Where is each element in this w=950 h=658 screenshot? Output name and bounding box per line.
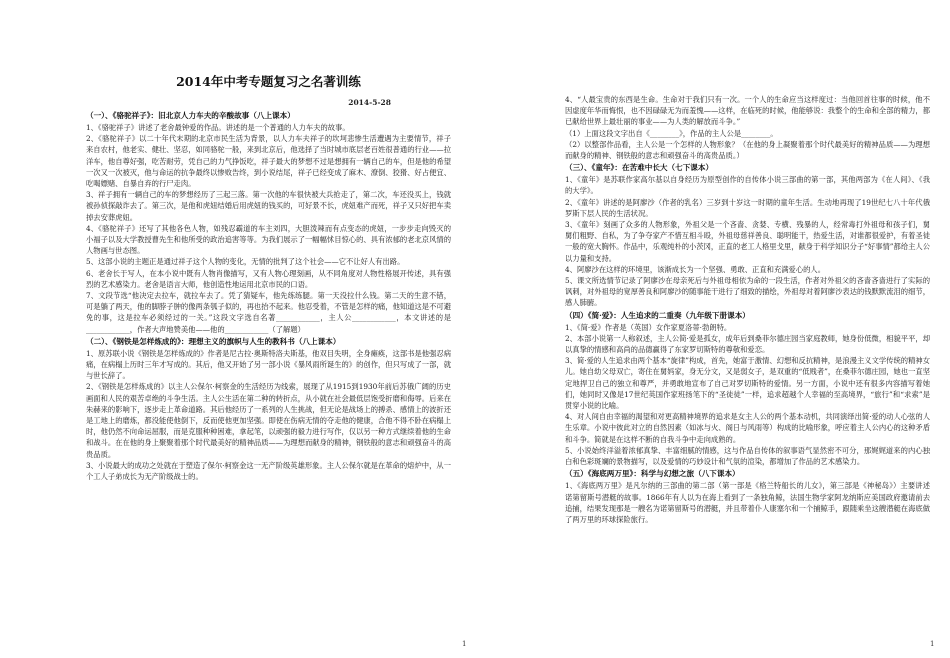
section-3-item-3: 3、《童年》刻画了众多的人物形象，外祖父是一个吝啬、贪婪、专横、残暴的人，经常毒打外祖母和孩子们，舅舅们粗野、自私，为了争夺家产不惜互相斗殴，外祖母慈祥善良、聪明能干，热爱生活，对谁都很爱护，有着圣徒一般的宽大胸怀。作品中，乐观纯朴的小茨冈，正直的老工人格里戈里，献身于科学知识分子“好事情”都给主人公以力量和支持。 xyxy=(565,220,931,263)
section-1-heading: （一）、《骆驼祥子》：旧北京人力车夫的辛酸故事（八上课本） xyxy=(86,111,295,120)
section-3-heading: （三）、《童年》：在苦难中长大（七下课本） xyxy=(565,163,714,173)
section-2-heading: （二）、《钢铁是怎样炼成的》：理想主义的旗帜与人生的教科书（八上课本） xyxy=(86,336,341,346)
section-5-item-1: 1、《海底两万里》是凡尔纳的三部曲的第二部（第一部是《格兰特船长的儿女》，第三部是《神秘岛》）主要讲述诺第留斯号潜艇的故事。1866年有人以为在海上看到了一条独角鲸，法国生物学家阿龙纳斯应美国政府邀请前去追捕，结果发现那是一艘名为诺第留斯号的潜艇，并且带着仆人康塞尔和一个捕鲸手，跟随乘坐这艘潜艇在海底做了两万里的环球探险旅行。 xyxy=(565,481,930,524)
section-1-item-7: 7、文段节选“他决定去拉车，就拉车去了。凭了猜疑车，他先练练腿。第一天没拉什么钱。第二天的生意不错，可是躺了两天，他的脚脖子肿的像两条瓠子似的，再也抬不起来。他忍受着，不管是怎样的痛，他知道这是不可避免的事，这是拉车必须经过的一关。”这段文字选自名著____________，主人公____________，本文讲述的是____________，作者大声地赞美他——他的____________（了解题） xyxy=(86,291,451,334)
question-1: （1）上面这段文字出自《________》，作品的主人公是________。 xyxy=(565,128,778,138)
document-title: 2014年中考专题复习之名著训练 xyxy=(176,74,361,89)
section-4-item-4: 4、对人间自由幸福的渴望和对更高精神境界的追求是女主人公的两个基本动机，共同演绎出简·爱的动人心弦的人生乐章。小说中彼此对立的自然因素（如冰与火、阁日与风雨等）构成的比喻形象，呼应着主人公内心的这种矛盾和斗争。简就是在这样不断的自我斗争中走向成熟的。 xyxy=(565,412,930,444)
section-2-item-2: 2、《钢铁是怎样炼成的》以主人公保尔·柯察金的生活经历为线索，展现了从1915到1930年前后苏俄广阔的历史画面和人民的艰苦卓绝的斗争生活。主人公生活在第二种的转折点，从小就在社会最低层饱受折磨和侮辱。后来在朱赫来的影响下，逐步走上革命道路。其后他经历了一系列的人生挑战，但无论是战场上的搏杀、感情上的波折还是工地上的磨炼，都没能使他倒下，反而使他更加坚强。即使在伤病无情的夺走他的健康，合他不得不卧在病榻上时，他仍然不向命运屈服，而是克服种种困难，拿起笔，以顽强的毅力进行写作，仅以另一种方式继续着他的生命和战斗。在在他的身上聚聚着那个时代最美好的精神品质——为理想而献身的精神，钢铁般的意志和顽强奋斗的高贵品质。 xyxy=(86,382,451,459)
section-1-item-4: 4、《骆驼祥子》还写了其他各色人物，如残忍霸道的车主刘四，大胆泼辣而有点变态的虎妞，一步步走向毁灭的小福子以及大学教授曹先生和他所受的政治追害等等。为我们展示了一幅幅怵目惊心的、具有浓郁的老北京风情的人物画与世态图。 xyxy=(86,223,451,256)
section-4-item-1: 1、《简·爱》作者是（英国）女作家夏洛蒂·勃朗特。 xyxy=(565,322,732,332)
section-4-item-3: 3、简·爱的人生追求由两个基本“旋律”构成，首先，她富于激情、幻想和反抗精神，是浪漫主义文学传统的精神女儿。她自幼父母双亡，寄住在舅妈家，身无分文，又是弱女子，是双重的“低贱者”，在桑菲尔德庄园，她也一直坚定地捍卫自己的独立和尊严，并勇敢地宣布了自己对罗切斯特的爱情。另一方面，小说中还有很多内容描写着她们，她同时又像是17世纪英国作家班扬笔下的“圣徒徒”一样，追求超越个人幸福的至高境界，“旅行”和“求索”是贯穿小说的比喻。 xyxy=(565,356,931,411)
document-date: 2014-5-28 xyxy=(348,98,391,107)
right-page-number: 1 xyxy=(930,640,935,648)
section-3-item-1: 1、《童年》是苏联作家高尔基以自身经历为原型创作的自传体小说三部曲的第一部，其他两部为《在人间》、《我的大学》。 xyxy=(565,175,930,196)
section-1-item-1: 1、《骆驼祥子》讲述了老舍最钟爱的作品。讲述的是一个普通的人力车夫的故事。 xyxy=(86,123,350,132)
section-3-item-4: 4、阿廖沙在这样的环境里，该渐成长为一个坚强、勇敢、正直和充满爱心的人。 xyxy=(565,264,826,274)
section-3-item-5: 5、课文所选情节记录了阿廖沙在母亲死后与外祖母相依为命的一段生活，作者对外祖父的吝啬吝啬进行了实际的讽刺，对外祖母的宽厚善良和阿廖沙的随事能干进行了细致的描绘，外祖母对着阿廖沙表达的钱默默流泪的细节，感人肺腑。 xyxy=(565,276,930,308)
section-2-item-3: 3、小说最大的成功之处就在于塑造了保尔·柯察金这一无产阶级英雄形象。主人公保尔就是在革命的熔炉中，从一个工人子弟成长为无产阶级战士的。 xyxy=(86,460,451,482)
section-1-item-6: 6、老舍长于写人，在本小说中既有人物肖像描写，又有人物心理刻画，从不同角度对人物性格展开传述，具有强烈的艺术感染力。老舍是语言大师，他创造性地运用北京市民的口语。 xyxy=(86,268,451,289)
right-column xyxy=(475,0,950,658)
section-4-item-5: 5、小说始终洋溢着浓郁真挚、丰富细腻的情感，这与作品自传体的叙事语气显然密不可分，那娓娓道来的内心独白和色彩斑斓的景物描写，以及爱情的巧妙设计和气氛的渲染，都增加了作品的艺术感染力。 xyxy=(565,445,930,467)
left-page-number: 1 xyxy=(462,640,467,648)
section-3-item-2: 2、《童年》讲述的是阿廖沙（作者的乳名）三岁到十岁这一时期的童年生活。生动地再现了19世纪七八十年代俄罗斯下层人民的生活状况。 xyxy=(565,197,930,218)
section-1-item-5: 5、这部小说的主题正是通过祥子这个人物的变化，无情的批判了这个社会——它不让好人有出路。 xyxy=(86,257,405,267)
section-1-item-2: 2、《骆驼祥子》以二十年代末期的北京市民生活为背景，以人力车夫祥子的坎坷悲惨生活遭遇为主要情节，祥子来自农村，他老实、健壮、坚忍，如同骆驼一般，来到北京后，他选择了当时城市底层老百姓很普通的行业——拉洋车，他自尊好强，吃苦耐劳，凭自己的力气挣饭吃，祥子最大的梦想不过是想拥有一辆自己的车，但是他的希望一次又一次被灭，他与命运的抗争最终以惨败告终，到小说结尾，祥子已经变成了麻木、潦倒、狡猾、好占便宜、吃喝嫖赌、自暴自弃的行尸走肉。 xyxy=(86,134,451,189)
question-2: （2）以整部作品看，主人公是一个怎样的人物形象？（在他的身上凝聚着那个时代最美好的精神品质——为理想而献身的精神、钢铁般的意志和顽强奋斗的高贵品质。） xyxy=(565,139,930,161)
section-5-heading: （五）《海底两万里》：科学与幻想之旅（八下课本） xyxy=(565,469,740,479)
section-1-item-3: 3、祥子拥有一辆自己的车的梦想经历了三起三落。第一次他的车很快被大兵抢走了，第二次，车还没买上，钱就被孙侦探敲诈去了。第三次，是他和虎妞结婚后用虎妞的钱买的，可好景不长，虎妞难产而死，祥子又只好把车卖掉去安葬虎妞。 xyxy=(86,190,451,222)
section-2-item-1: 1、原苏联小说《钢铁是怎样炼成的》作者是尼古拉·奥斯特洛夫斯基，他双目失明，全身瘫痪，这部书是他强忍病痛，在病榻上历时三年才写成的。其后，他又开始了另一部小说《暴风雨所诞生的》的创作，但只写成了一部，就与世长辞了。 xyxy=(86,348,451,381)
section-4-item-2: 2、本部小说第一人称叙述，主人公简·爱是孤女，成年后到桑菲尔德庄园当家庭教师，她身份低微，相貌平平，却以真挚的情感和高尚的品德赢得了东家罗切斯特的尊敬和爱恋。 xyxy=(565,333,930,355)
section-2-item-4: 4、“人最宝贵的东西是生命。生命对于我们只有一次。一个人的生命应当这样度过：当他回首往事的时候，他不因虚度年华而悔恨，也不因碌碌无为而羞愧——这样，在临死的时候，他能够说：我整个的生命和全部的精力，都已献给世界上最壮丽的事业——为人类的解放而斗争。” xyxy=(565,95,930,127)
section-4-heading: （四）《简·爱》：人生追求的二重奏（九年级下册课本） xyxy=(565,310,750,320)
